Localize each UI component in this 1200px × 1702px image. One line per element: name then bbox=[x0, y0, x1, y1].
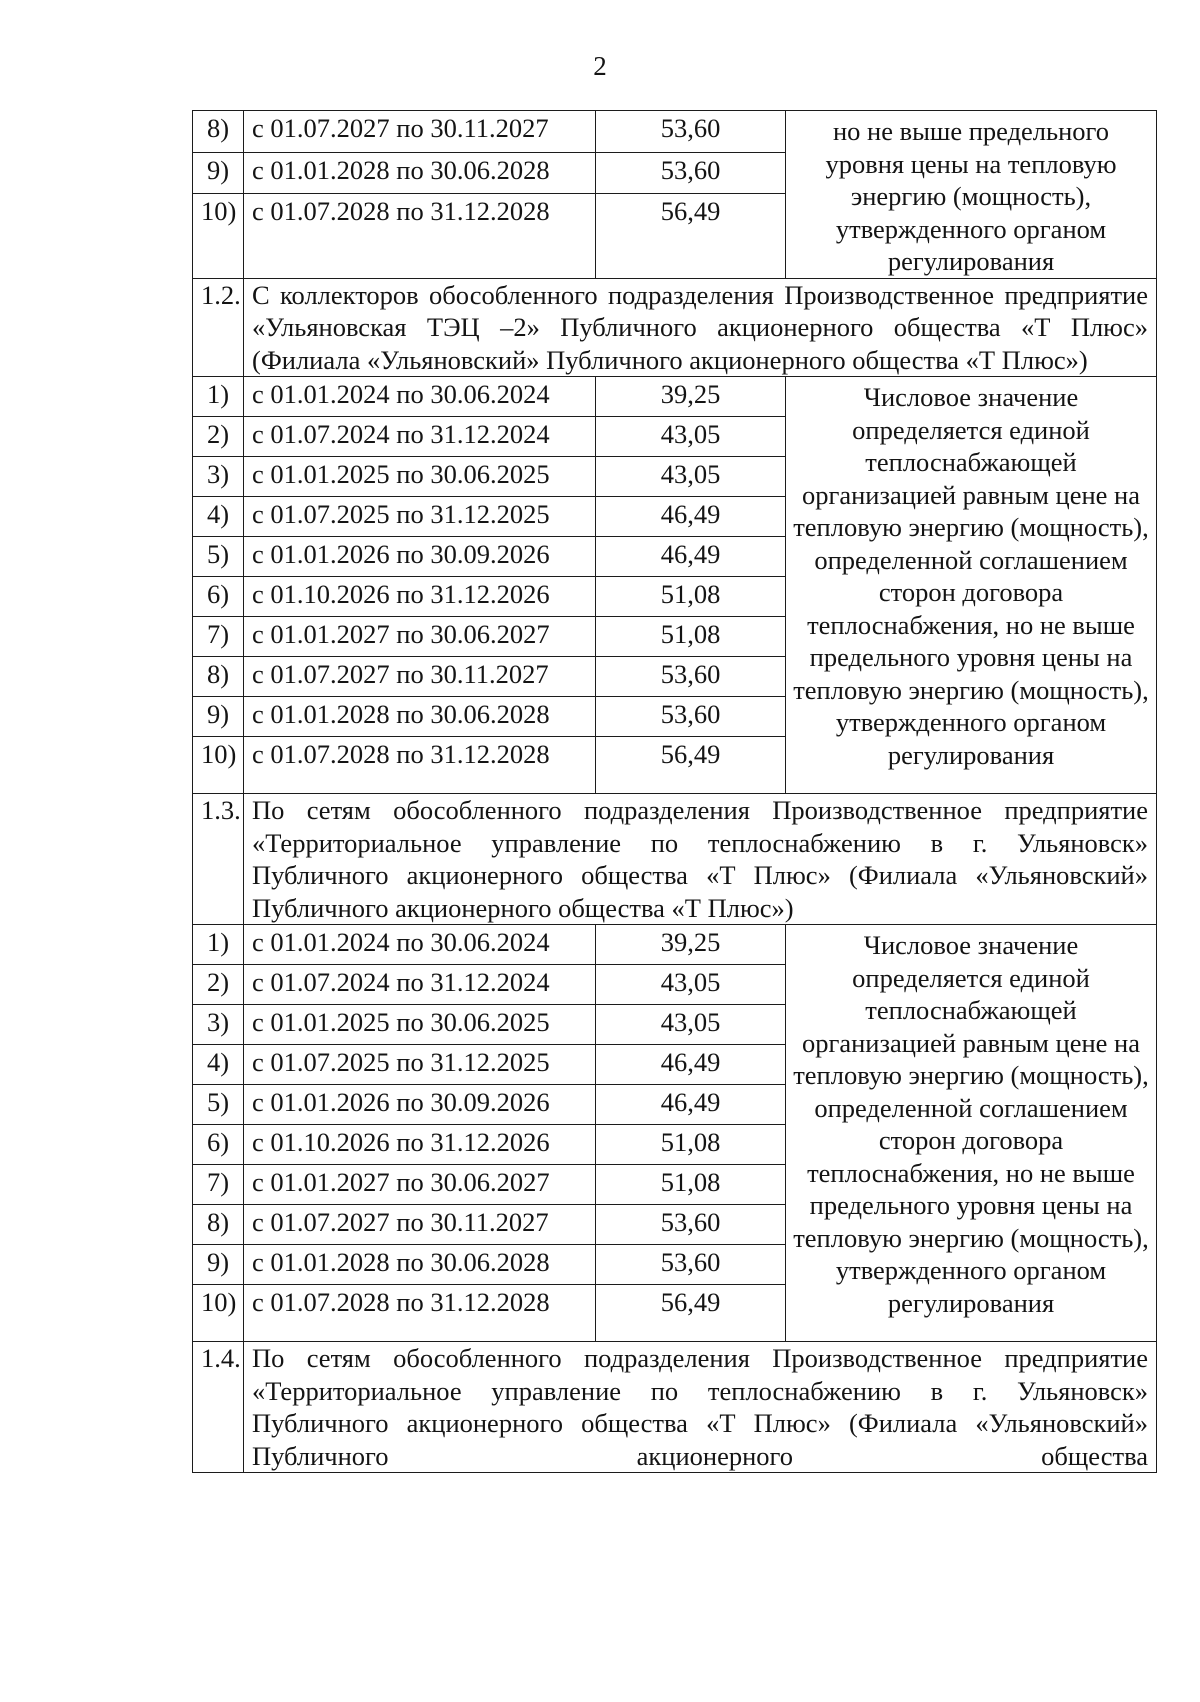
period-cell: с 01.07.2028 по 31.12.2028 bbox=[244, 737, 596, 794]
row-number: 9) bbox=[193, 152, 244, 194]
row-number: 3) bbox=[193, 1005, 244, 1045]
row-number: 5) bbox=[193, 1085, 244, 1125]
value-cell: 51,08 bbox=[596, 617, 786, 657]
value-cell: 46,49 bbox=[596, 537, 786, 577]
value-cell: 53,60 bbox=[596, 697, 786, 737]
row-number: 2) bbox=[193, 965, 244, 1005]
row-number: 9) bbox=[193, 697, 244, 737]
row-number: 5) bbox=[193, 537, 244, 577]
value-cell: 43,05 bbox=[596, 457, 786, 497]
value-cell: 43,05 bbox=[596, 1005, 786, 1045]
period-cell: с 01.01.2027 по 30.06.2027 bbox=[244, 617, 596, 657]
row-number: 6) bbox=[193, 1125, 244, 1165]
table-row bbox=[193, 377, 1157, 417]
row-number: 8) bbox=[193, 111, 244, 153]
value-cell: 53,60 bbox=[596, 152, 786, 194]
tariff-table bbox=[192, 110, 1157, 1473]
page-number: 2 bbox=[593, 51, 607, 81]
period-cell: с 01.07.2027 по 30.11.2027 bbox=[244, 111, 596, 153]
value-cell: 43,05 bbox=[596, 965, 786, 1005]
row-number: 2) bbox=[193, 417, 244, 457]
value-cell: 53,60 bbox=[596, 1205, 786, 1245]
period-cell: с 01.01.2027 по 30.06.2027 bbox=[244, 1165, 596, 1205]
note-cell: но не выше предельного уровня цены на тепловую энергию (мощность), утвержденного органом регулирования bbox=[786, 111, 1157, 279]
value-cell: 53,60 bbox=[596, 657, 786, 697]
value-cell: 56,49 bbox=[596, 194, 786, 278]
period-cell: с 01.01.2025 по 30.06.2025 bbox=[244, 1005, 596, 1045]
row-number: 7) bbox=[193, 1165, 244, 1205]
note-cell: Числовое значение определяется единой теплоснабжающей организацией равным цене на тепловую энергию (мощность), определенной соглашением сторон договора теплоснабжения, но не выше предельного уровня цены на тепловую энергию (мощность), утвержденного органом регулирования bbox=[786, 925, 1157, 1342]
section-title: По сетям обособленного подразделения Производственное предприятие «Территориальное управление по теплоснабжению в г. Ульяновск» Публичного акционерного общества «Т Плюс» (Филиала «Ульяновский» Публичного акционерного общества «Т Плюс») bbox=[244, 794, 1157, 925]
note-cell: Числовое значение определяется единой теплоснабжающей организацией равным цене на тепловую энергию (мощность), определенной соглашением сторон договора теплоснабжения, но не выше предельного уровня цены на тепловую энергию (мощность), утвержденного органом регулирования bbox=[786, 377, 1157, 794]
value-cell: 39,25 bbox=[596, 377, 786, 417]
row-number: 9) bbox=[193, 1245, 244, 1285]
value-cell: 51,08 bbox=[596, 577, 786, 617]
row-number: 10) bbox=[193, 194, 244, 278]
row-number: 6) bbox=[193, 577, 244, 617]
section-title: По сетям обособленного подразделения Производственное предприятие «Территориальное управление по теплоснабжению в г. Ульяновск» Публичного акционерного общества «Т Плюс» (Филиала «Ульяновский» Публичного акционерного общества bbox=[244, 1342, 1157, 1473]
value-cell: 53,60 bbox=[596, 111, 786, 153]
row-number: 8) bbox=[193, 1205, 244, 1245]
row-number: 4) bbox=[193, 497, 244, 537]
row-number: 8) bbox=[193, 657, 244, 697]
section-number: 1.2. bbox=[193, 278, 244, 377]
value-cell: 51,08 bbox=[596, 1165, 786, 1205]
period-cell: с 01.07.2028 по 31.12.2028 bbox=[244, 194, 596, 278]
period-cell: с 01.07.2027 по 30.11.2027 bbox=[244, 657, 596, 697]
period-cell: с 01.10.2026 по 31.12.2026 bbox=[244, 577, 596, 617]
section-header bbox=[193, 794, 1157, 925]
row-number: 3) bbox=[193, 457, 244, 497]
period-cell: с 01.07.2027 по 30.11.2027 bbox=[244, 1205, 596, 1245]
period-cell: с 01.01.2025 по 30.06.2025 bbox=[244, 457, 596, 497]
value-cell: 51,08 bbox=[596, 1125, 786, 1165]
row-number: 10) bbox=[193, 1285, 244, 1342]
value-cell: 46,49 bbox=[596, 1045, 786, 1085]
table-row bbox=[193, 925, 1157, 965]
period-cell: с 01.07.2025 по 31.12.2025 bbox=[244, 497, 596, 537]
value-cell: 56,49 bbox=[596, 737, 786, 794]
value-cell: 43,05 bbox=[596, 417, 786, 457]
value-cell: 53,60 bbox=[596, 1245, 786, 1285]
section-number: 1.3. bbox=[193, 794, 244, 925]
row-number: 1) bbox=[193, 925, 244, 965]
period-cell: с 01.01.2028 по 30.06.2028 bbox=[244, 152, 596, 194]
period-cell: с 01.10.2026 по 31.12.2026 bbox=[244, 1125, 596, 1165]
section-number: 1.4. bbox=[193, 1342, 244, 1473]
section-title: С коллекторов обособленного подразделения Производственное предприятие «Ульяновская ТЭЦ –2» Публичного акционерного общества «Т Плюс» (Филиала «Ульяновский» Публичного акционерного общества «Т Плюс») bbox=[244, 278, 1157, 377]
period-cell: с 01.01.2026 по 30.09.2026 bbox=[244, 537, 596, 577]
period-cell: с 01.07.2025 по 31.12.2025 bbox=[244, 1045, 596, 1085]
period-cell: с 01.07.2024 по 31.12.2024 bbox=[244, 417, 596, 457]
row-number: 7) bbox=[193, 617, 244, 657]
period-cell: с 01.01.2028 по 30.06.2028 bbox=[244, 1245, 596, 1285]
row-number: 4) bbox=[193, 1045, 244, 1085]
period-cell: с 01.01.2028 по 30.06.2028 bbox=[244, 697, 596, 737]
table-row bbox=[193, 111, 1157, 153]
value-cell: 39,25 bbox=[596, 925, 786, 965]
period-cell: с 01.01.2026 по 30.09.2026 bbox=[244, 1085, 596, 1125]
value-cell: 46,49 bbox=[596, 1085, 786, 1125]
period-cell: с 01.01.2024 по 30.06.2024 bbox=[244, 377, 596, 417]
value-cell: 46,49 bbox=[596, 497, 786, 537]
row-number: 1) bbox=[193, 377, 244, 417]
section-header bbox=[193, 1342, 1157, 1473]
period-cell: с 01.07.2024 по 31.12.2024 bbox=[244, 965, 596, 1005]
period-cell: с 01.01.2024 по 30.06.2024 bbox=[244, 925, 596, 965]
period-cell: с 01.07.2028 по 31.12.2028 bbox=[244, 1285, 596, 1342]
section-header bbox=[193, 278, 1157, 377]
row-number: 10) bbox=[193, 737, 244, 794]
value-cell: 56,49 bbox=[596, 1285, 786, 1342]
